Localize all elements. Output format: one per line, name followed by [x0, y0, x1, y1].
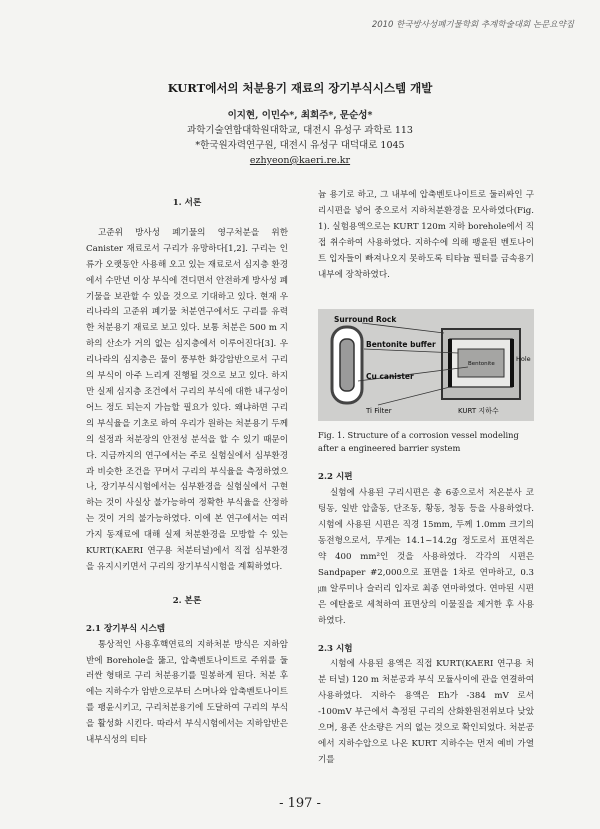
left-column: [86, 196, 288, 749]
label-cu-canister: Cu canister: [366, 372, 414, 382]
right-column: [318, 188, 534, 769]
corrosion-vessel-figure: [318, 309, 534, 421]
section-2-1-paragraph: 통상적인 사용후핵연료의 지하처분 방식은 지하암반에 Borehole을 뚫고, 압축벤토나이트로 주위를 둘러싼 형태로 구리 처분용기를 밀봉하게 된다. 처분 후에는 지하수가 암반으로부터 스며나와 압축벤토나이트를 팽윤시키고, 구리처분용기에 도달하여 구리의 부식을 활성화 시킨다. 따라서 부식시험에서는 지하암반은 내부식성의 티타: [86, 639, 288, 746]
label-bentonite-buffer: Bentonite buffer: [366, 340, 436, 350]
label-hole: Hole: [516, 355, 531, 364]
section-body-title: 2. 본론: [172, 595, 202, 606]
affiliation-2: *한국원자력연구원, 대전시 유성구 대덕대로 1045: [195, 140, 405, 151]
section-intro-title: 1. 서론: [172, 198, 202, 208]
section-2-1-title: 2.1 장기부식 시스템: [86, 623, 166, 634]
section-2-2-paragraph: 실험에 사용된 구리시편은 총 6종으로서 저온분사 코팅동, 일반 압출동, 단조동, 황동, 청동 등을 사용하였다. 시험에 사용된 시편은 직경 15mm, 두께 1.0mm 크기의 동전형으로서, 무게는 14.1~14.2g 정도로서 표면적은 약 400 mm²인 것을 사용하였다. 각각의 시편은 Sandpaper #2,000으로 표면을 1차로 연마하고, 0.3 ㎛ 알루미나 슬러리 입자로 최종 연마하였다. 연마된 시편은 에탄올로 세척하여 표면상의 이물질을 제거한 후 사용하였다.: [318, 488, 534, 626]
section-2-1-continued: 늄 용기로 하고, 그 내부에 압축벤토나이트로 둘러싸인 구리시편을 넣어 중으로서 지하처분환경을 모사하였다(Fig. 1). 실험용액으로는 KURT 120m 지하 borehole에서 직접 취수하여 사용하였다. 지하수에 의해 팽윤된 벤토나이트 입자들이 빠져나오지 못하도록 티타늄 필터를 금속용기 내부에 장착하였다.: [318, 190, 534, 280]
section-2-3-title: 2.3 시험: [318, 643, 353, 654]
paper-title: KURT에서의 처분용기 재료의 장기부식시스템 개발: [167, 81, 433, 95]
page-number: - 197 -: [279, 796, 321, 811]
intro-paragraph: 고준위 방사성 폐기물의 영구처분을 위한 Canister 재료로서 구리가 유망하다[1,2]. 구리는 인류가 오랫동안 사용해 오고 있는 재료로서 심지층 환경에서 수만년 이상 부식에 견디면서 안전하게 방사성 폐기물을 보관할 수 있을 것으로 기대하고 있다. 현재 우리나라의 고준위 폐기물 처분연구에서도 구리를 유력한 처분용기 재료로 보고 있다. 보통 처분은 500 m 지하의 산소가 거의 없는 심지층에서 이루어진다[3]. 우리나라의 심지층은 물이 풍부한 화강암반으로서 구리의 부식이 아주 느리게 진행될 것으로 보고 있다. 하지만 실제 심지층 조건에서 구리의 부식에 대한 내구성이 어느 정도 되는지 가늠할 필요가 있다. 왜냐하면 구리의 부식율을 기초로 하여 우리가 원하는 처분용기 두께의 설정과 처분장의 안전성 분석을 할 수 있기 때문이다. 지금까지의 연구에서는 주로 실험실에서 심부환경과 비슷한 조건을 꾸며서 구리의 부식율을 측정하였으나, 장기부식시험에서는 심부환경을 실험실에서 구현하는 것이 사실상 불가능하여 정확한 부식율을 산정하는 것이 거의 불가능하였다. 이에 본 연구에서는 여러 가지 동재료에 대해 실제 처분환경을 모방할 수 있는 KURT(KAERI 연구용 처분터널)에서 직접 심부환경을 유지시키면서 구리의 장기부식시험을 계획하였다.: [86, 227, 288, 572]
author-email[interactable]: ezhyeon@kaeri.re.kr: [249, 155, 351, 166]
label-kurt-groundwater: KURT 지하수: [458, 407, 499, 416]
affiliation-1: 과학기술연합대학원대학교, 대전시 유성구 과학로 113: [187, 125, 413, 136]
section-2-2-title: 2.2 시편: [318, 472, 353, 483]
author-names: 이지현, 이민수*, 최희주*, 문순성*: [227, 110, 373, 121]
section-2-3-paragraph: 시험에 사용된 용액은 직접 KURT(KAERI 연구용 처분 터널) 120 m 처분공과 부식 모듈사이에 관을 연결하여 사용하였다. 지하수 용액은 Eh가 -384 mV 로서 -100mV 부근에서 측정된 구리의 산화환원전위보다 낮았으며, 용존 산소량은 거의 없는 것으로 확인되었다. 처분공에서 지하수압으로 나온 KURT 지하수는 먼저 예비 가열기를: [318, 659, 534, 765]
label-ti-filter: Ti Filter: [366, 407, 392, 416]
figure-caption: Fig. 1. Structure of a corrosion vessel modeling after a engineered barrier system: [318, 430, 519, 453]
author-block: [0, 108, 600, 168]
label-bentonite-inner: Bentonite: [468, 361, 495, 368]
conference-header: 2010 한국방사성폐기물학회 추계학술대회 논문요약집: [371, 20, 574, 30]
label-surround-rock: Surround Rock: [334, 315, 397, 325]
